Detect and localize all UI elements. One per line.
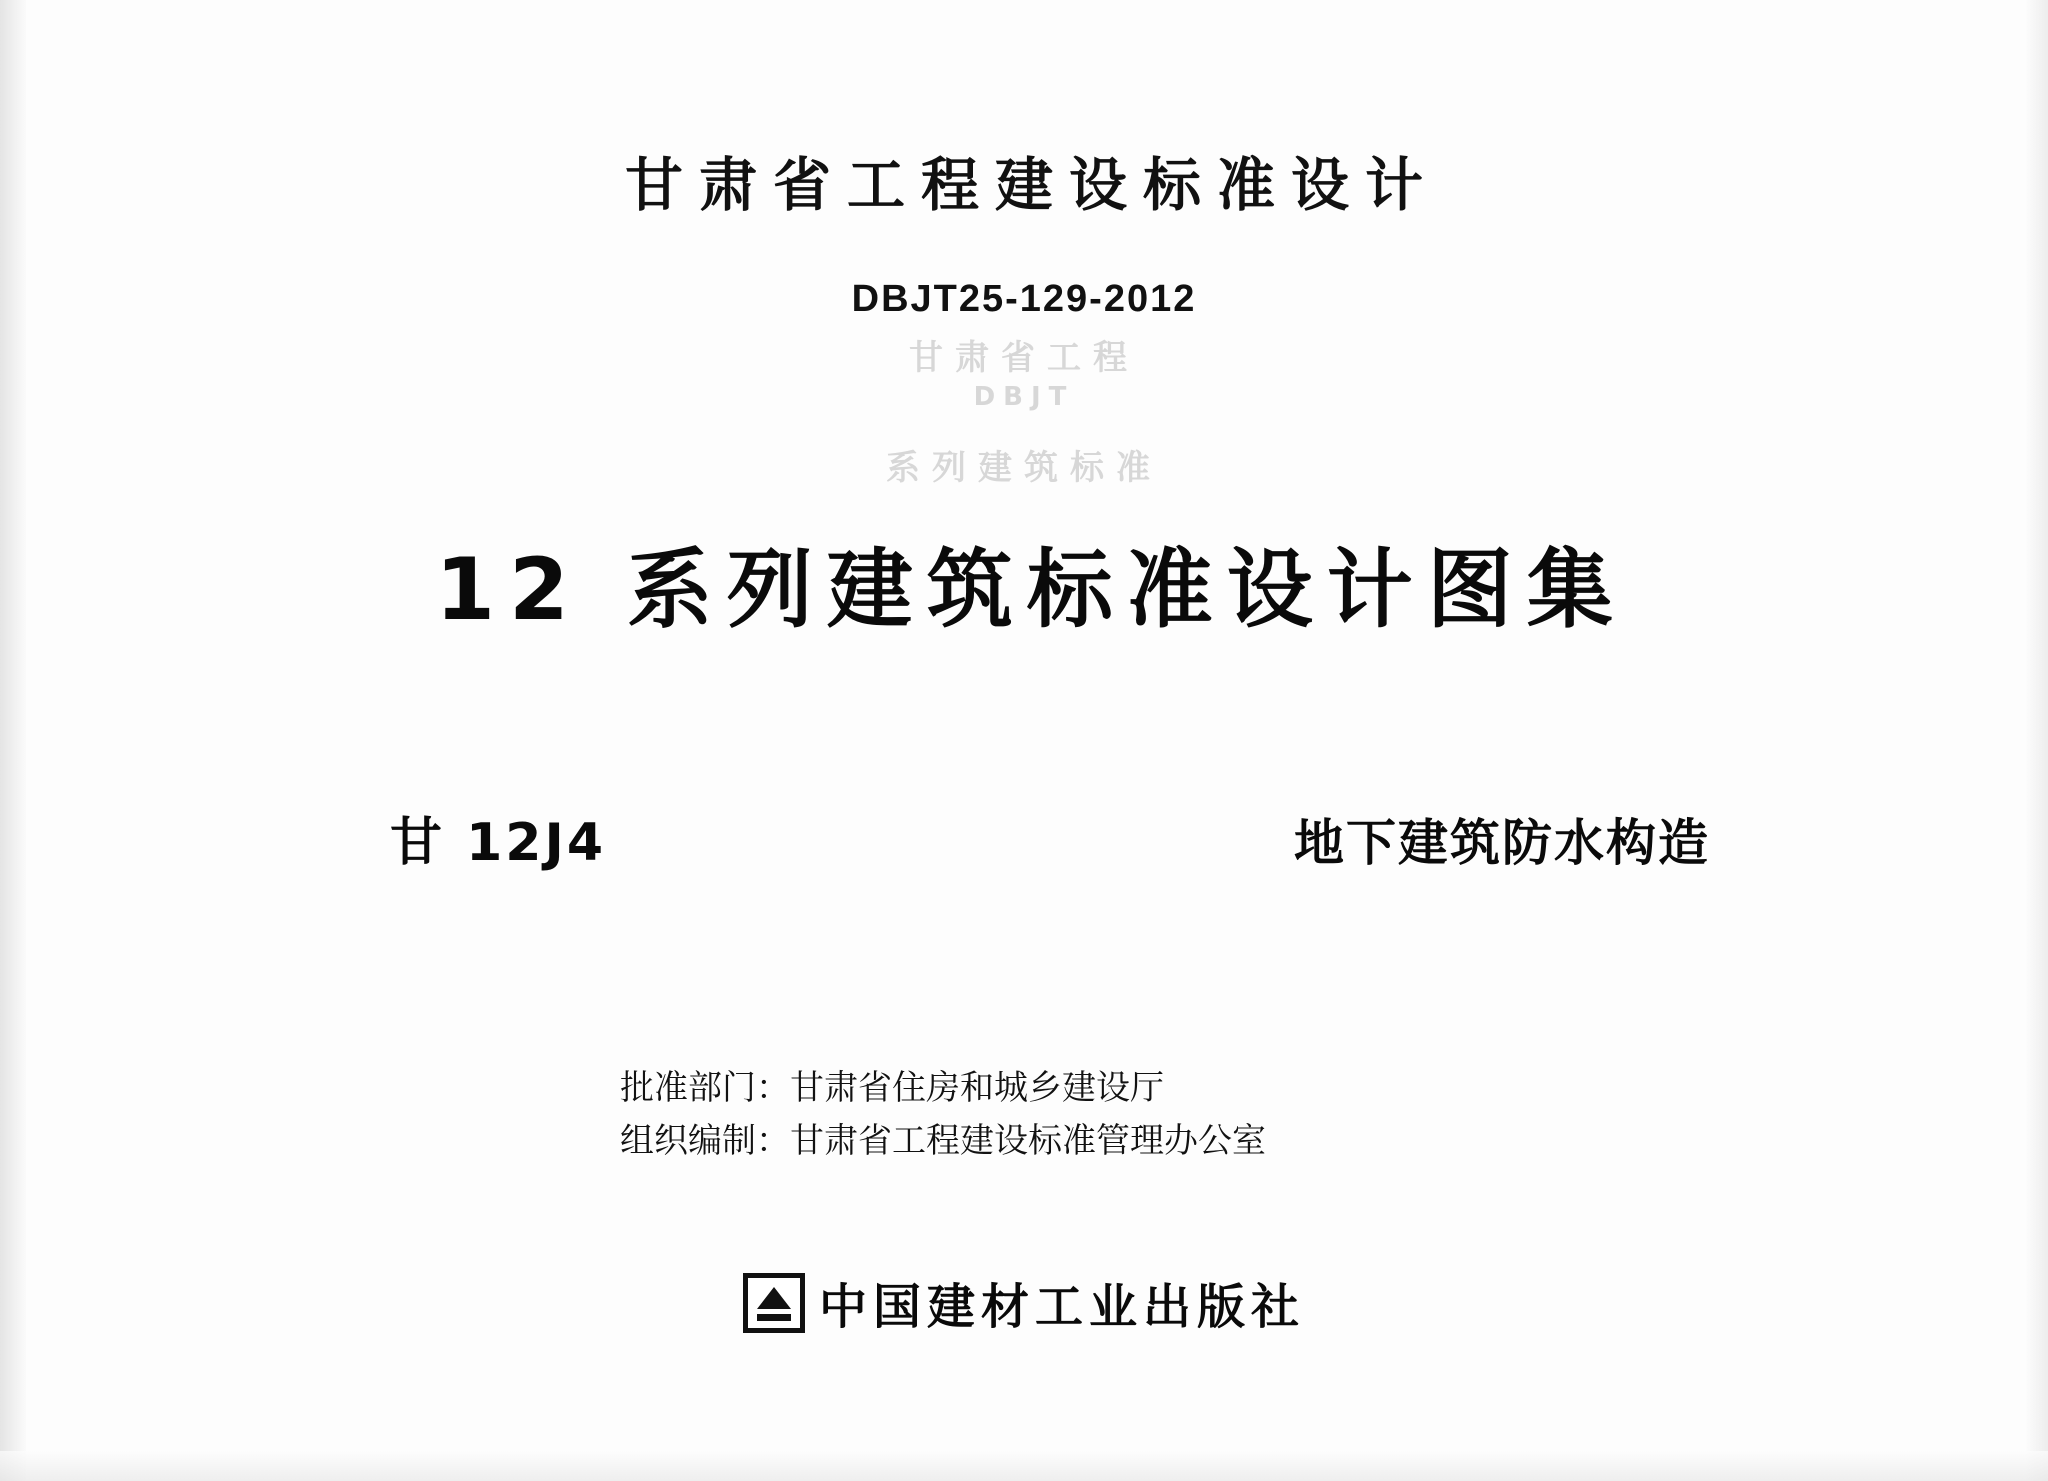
page-edge-right	[2026, 0, 2048, 1481]
page-edge-left	[0, 0, 26, 1481]
credits-block	[620, 1062, 1266, 1167]
approval-department: 批准部门：甘肃省住房和城乡建设厅	[620, 1068, 1164, 1108]
atlas-identification-row	[390, 800, 1710, 875]
series-title: 甘肃省工程建设标准设计	[624, 151, 1439, 219]
page-title: 12 系列建筑标准设计图集	[435, 540, 1627, 640]
atlas-code: 甘 12J4	[390, 813, 606, 873]
triangle-house-logo-icon	[743, 1273, 805, 1333]
ghost-bleed-text-1: 甘肃省工程	[909, 338, 1139, 378]
page-edge-bottom	[0, 1451, 2048, 1481]
ghost-bleed-text-3: 系列建筑标准	[886, 448, 1162, 488]
organizing-department: 组织编制：甘肃省工程建设标准管理办公室	[620, 1120, 1266, 1161]
atlas-name: 地下建筑防水构造	[1294, 814, 1710, 872]
ghost-bleed-text-2: DBJT	[973, 382, 1075, 412]
publisher-block	[0, 1268, 2048, 1337]
publisher-name: 中国建材工业出版社	[818, 1279, 1305, 1335]
standard-code: DBJT25-129-2012	[851, 278, 1197, 320]
